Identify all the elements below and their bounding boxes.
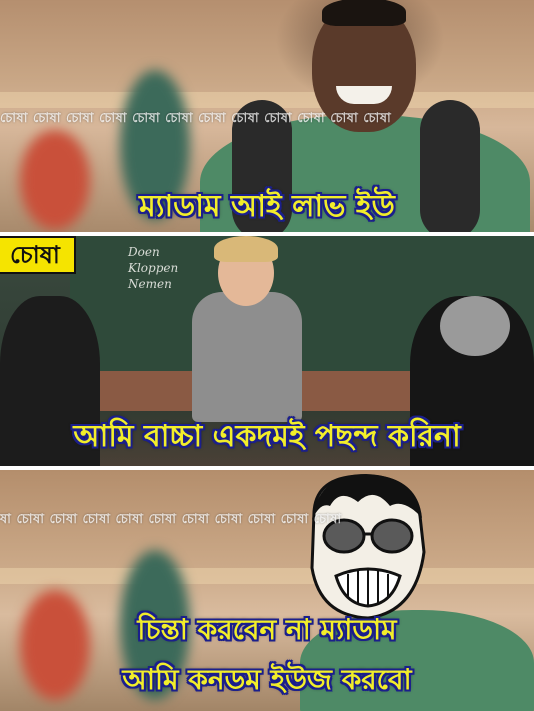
brand-tag: চোষা [0, 236, 76, 274]
caption-bottom-line2: আমি কনডম ইউজ করবো [122, 663, 412, 696]
caption-middle: আমি বাচ্চা একদমই পছন্দ করিনা [73, 419, 461, 454]
teacher-shirt [192, 292, 302, 422]
background-windows [0, 568, 534, 584]
panel-reply [0, 470, 534, 711]
panel-student [0, 0, 534, 232]
caption-bottom-line1: চিন্তা করবেন না ম্যাডাম [137, 613, 397, 646]
teacher-face [218, 240, 274, 306]
chalk-word: Nemen [128, 277, 172, 291]
chalk-word: Doen [128, 245, 160, 259]
watermark-row: চোষা চোষা চোষা চোষা চোষা চোষা চোষা চোষা চোষা চোষা চোষা চোষা [0, 111, 392, 126]
caption-top: ম্যাডাম আই লাভ ইউ [139, 189, 395, 224]
chalk-word: Kloppen [128, 261, 179, 275]
watermark-row: ষা চোষা চোষা চোষা চোষা চোষা চোষা চোষা চোষা চোষা চোষা [0, 512, 342, 527]
panel-teacher [0, 236, 534, 466]
troll-face-icon [296, 472, 436, 622]
